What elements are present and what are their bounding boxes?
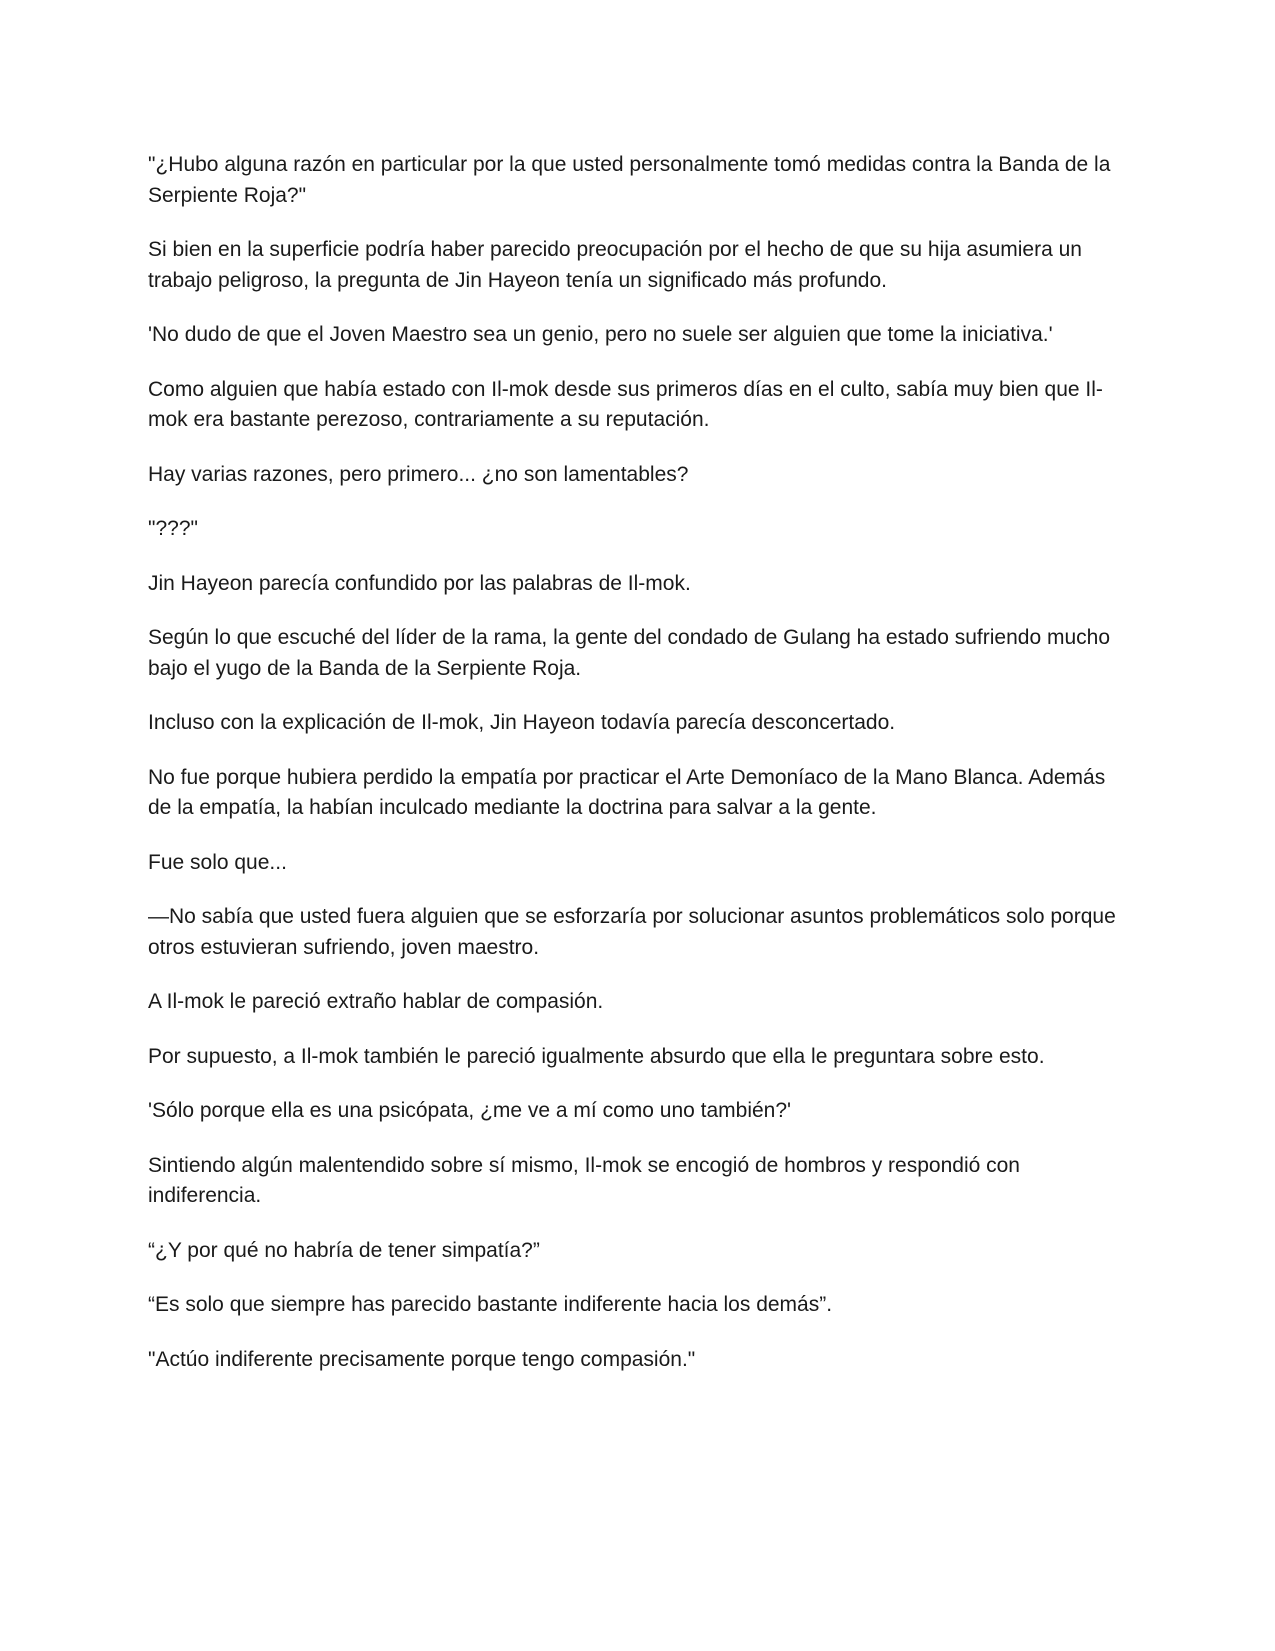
- paragraph: "Actúo indiferente precisamente porque tengo compasión.": [148, 1347, 696, 1371]
- paragraph: "¿Hubo alguna razón en particular por la que usted personalmente tomó medidas contra la Banda de la Serpiente Roja?": [148, 153, 1111, 207]
- paragraph: “¿Y por qué no habría de tener simpatía?”: [148, 1238, 540, 1262]
- paragraph: 'Sólo porque ella es una psicópata, ¿me ve a mí como uno también?': [148, 1099, 792, 1122]
- paragraph: 'No dudo de que el Joven Maestro sea un genio, pero no suele ser alguien que tome la iniciativa.': [148, 323, 1053, 346]
- paragraph: “Es solo que siempre has parecido bastante indiferente hacia los demás”.: [148, 1293, 833, 1316]
- paragraph: No fue porque hubiera perdido la empatía por practicar el Arte Demoníaco de la Mano Blanca. Además de la empatía, la habían inculcado mediante la doctrina para salvar a la gente.: [148, 765, 1106, 819]
- paragraph: Incluso con la explicación de Il-mok, Jin Hayeon todavía parecía desconcertado.: [148, 711, 896, 734]
- paragraph: Como alguien que había estado con Il-mok desde sus primeros días en el culto, sabía muy bien que Il-mok era bastante perezoso, contrariamente a su reputación.: [148, 377, 1103, 431]
- paragraph: "???": [148, 517, 198, 540]
- document-body: [148, 150, 1128, 1399]
- paragraph: Según lo que escuché del líder de la rama, la gente del condado de Gulang ha estado sufriendo mucho bajo el yugo de la Banda de la Serpiente Roja.: [148, 626, 1111, 680]
- paragraph: Jin Hayeon parecía confundido por las palabras de Il-mok.: [148, 571, 691, 595]
- paragraph: Si bien en la superficie podría haber parecido preocupación por el hecho de que su hija asumiera un trabajo peligroso, la pregunta de Jin Hayeon tenía un significado más profundo.: [148, 238, 1082, 292]
- paragraph: A Il-mok le pareció extraño hablar de compasión.: [148, 990, 604, 1013]
- paragraph: Fue solo que...: [148, 850, 287, 874]
- paragraph: Hay varias razones, pero primero... ¿no son lamentables?: [148, 462, 689, 486]
- paragraph: —No sabía que usted fuera alguien que se esforzaría por solucionar asuntos problemáticos solo porque otros estuvieran sufriendo, joven maestro.: [148, 905, 1116, 959]
- paragraph: Sintiendo algún malentendido sobre sí mismo, Il-mok se encogió de hombros y respondió con indiferencia.: [148, 1153, 1020, 1207]
- paragraph: Por supuesto, a Il-mok también le pareció igualmente absurdo que ella le preguntara sobre esto.: [148, 1044, 1045, 1068]
